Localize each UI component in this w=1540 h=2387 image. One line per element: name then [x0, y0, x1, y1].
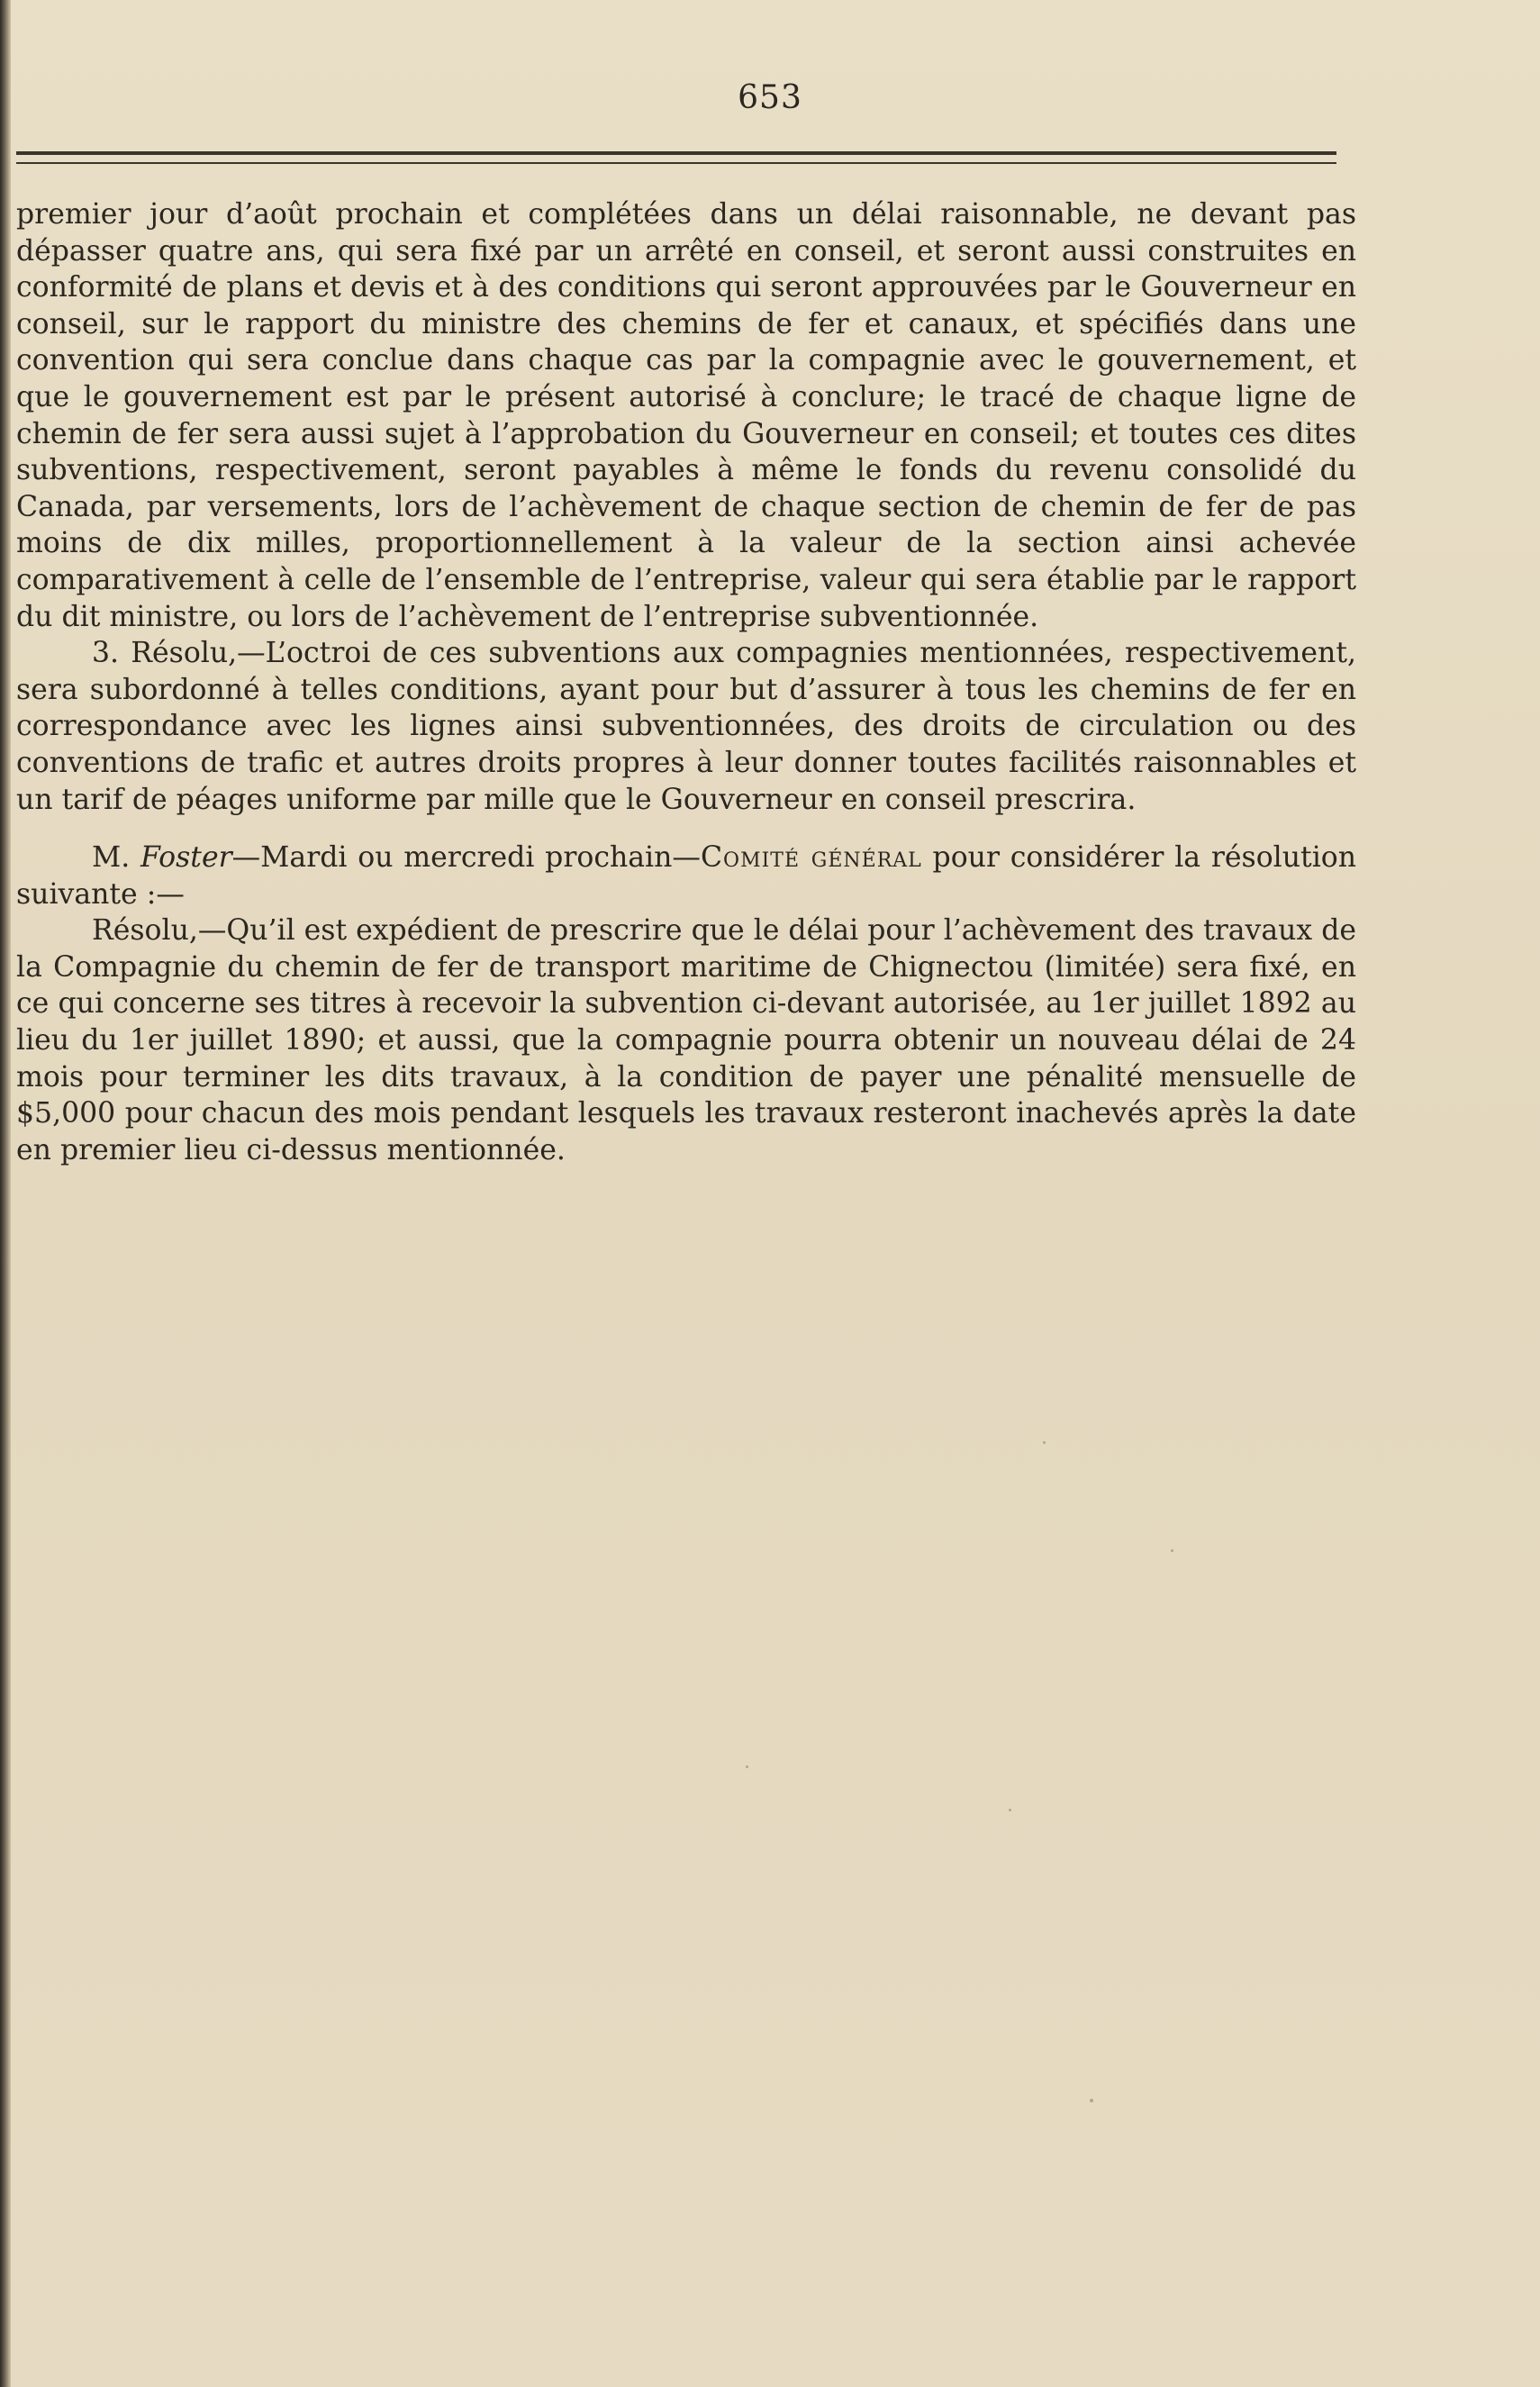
header-rule-thin [16, 162, 1336, 164]
paragraph-resolution-3: 3. Résolu,—L’octroi de ces subventions aux compagnies mentionnées, respectivement, sera subordonné à telles conditions, ayant pour but d’assurer à tous les chemins de fer en correspondance avec les lignes ainsi subventionnées, des droits de circulation ou des conventions de trafic et autres droits propres à leur donner toutes facilités raisonnables et un tarif de péages uniforme par mille que le Gouverneur en conseil prescrira. [16, 637, 1356, 816]
body-text [16, 196, 1356, 1168]
paragraph-resolution-chignectou: Résolu,—Qu’il est expédient de prescrire que le délai pour l’achèvement des travaux de la Compagnie du chemin de fer de transport maritime de Chignectou (limitée) sera fixé, en ce qui concerne ses titres à recevoir la subvention ci-devant autorisée, au 1er juillet 1892 au lieu du 1er juillet 1890; et aussi, que la compagnie pourra obtenir un nouveau délai de 24 mois pour terminer les dits travaux, à la condition de payer une pénalité mensuelle de $5,000 pour chacun des mois pendant lesquels les travaux resteront inachevés après la date en premier lieu ci-dessus mentionnée. [16, 914, 1356, 1166]
paper-speck [1090, 2099, 1093, 2102]
paragraph-continuation: premier jour d’août prochain et complétées dans un délai raisonnable, ne devant pas dépasser quatre ans, qui sera fixé par un arrêté en conseil, et seront aussi construites en conformité de plans et devis et à des conditions qui seront approuvées par le Gouverneur en conseil, sur le rapport du ministre des chemins de fer et canaux, et spécifiés dans une convention qui sera conclue dans chaque cas par la compagnie avec le gouvernement, et que le gouvernement est par le présent autorisé à conclure; le tracé de chaque ligne de chemin de fer sera aussi sujet à l’approbation du Gouverneur en conseil; et toutes ces dites subventions, respectivement, seront payables à même le fonds du revenu consolidé du Canada, par versements, lors de l’achèvement de chaque section de chemin de fer de pas moins de dix milles, proportionnellement à la valeur de la section ainsi achevée comparativement à celle de l’ensemble de l’entreprise, valeur qui sera établie par le rapport du dit ministre, ou lors de l’achèvement de l’entreprise subventionnée. [16, 198, 1356, 633]
header-rule-thick [16, 151, 1336, 155]
member-title: M. [92, 841, 131, 875]
paragraph-motion-foster [16, 840, 1356, 912]
paper-speck [1171, 1549, 1173, 1552]
member-name: Foster [140, 841, 232, 875]
page-number: 653 [738, 79, 802, 116]
motion-rest: pour considérer la résolution suivante :— [16, 841, 1357, 911]
paper-speck [1009, 1809, 1011, 1811]
paper-speck [1043, 1441, 1046, 1444]
binding-edge [0, 0, 11, 2387]
motion-date: —Mardi ou mercredi prochain— [231, 841, 701, 875]
committee-name: Comité général [700, 841, 922, 875]
paper-speck [746, 1765, 748, 1768]
